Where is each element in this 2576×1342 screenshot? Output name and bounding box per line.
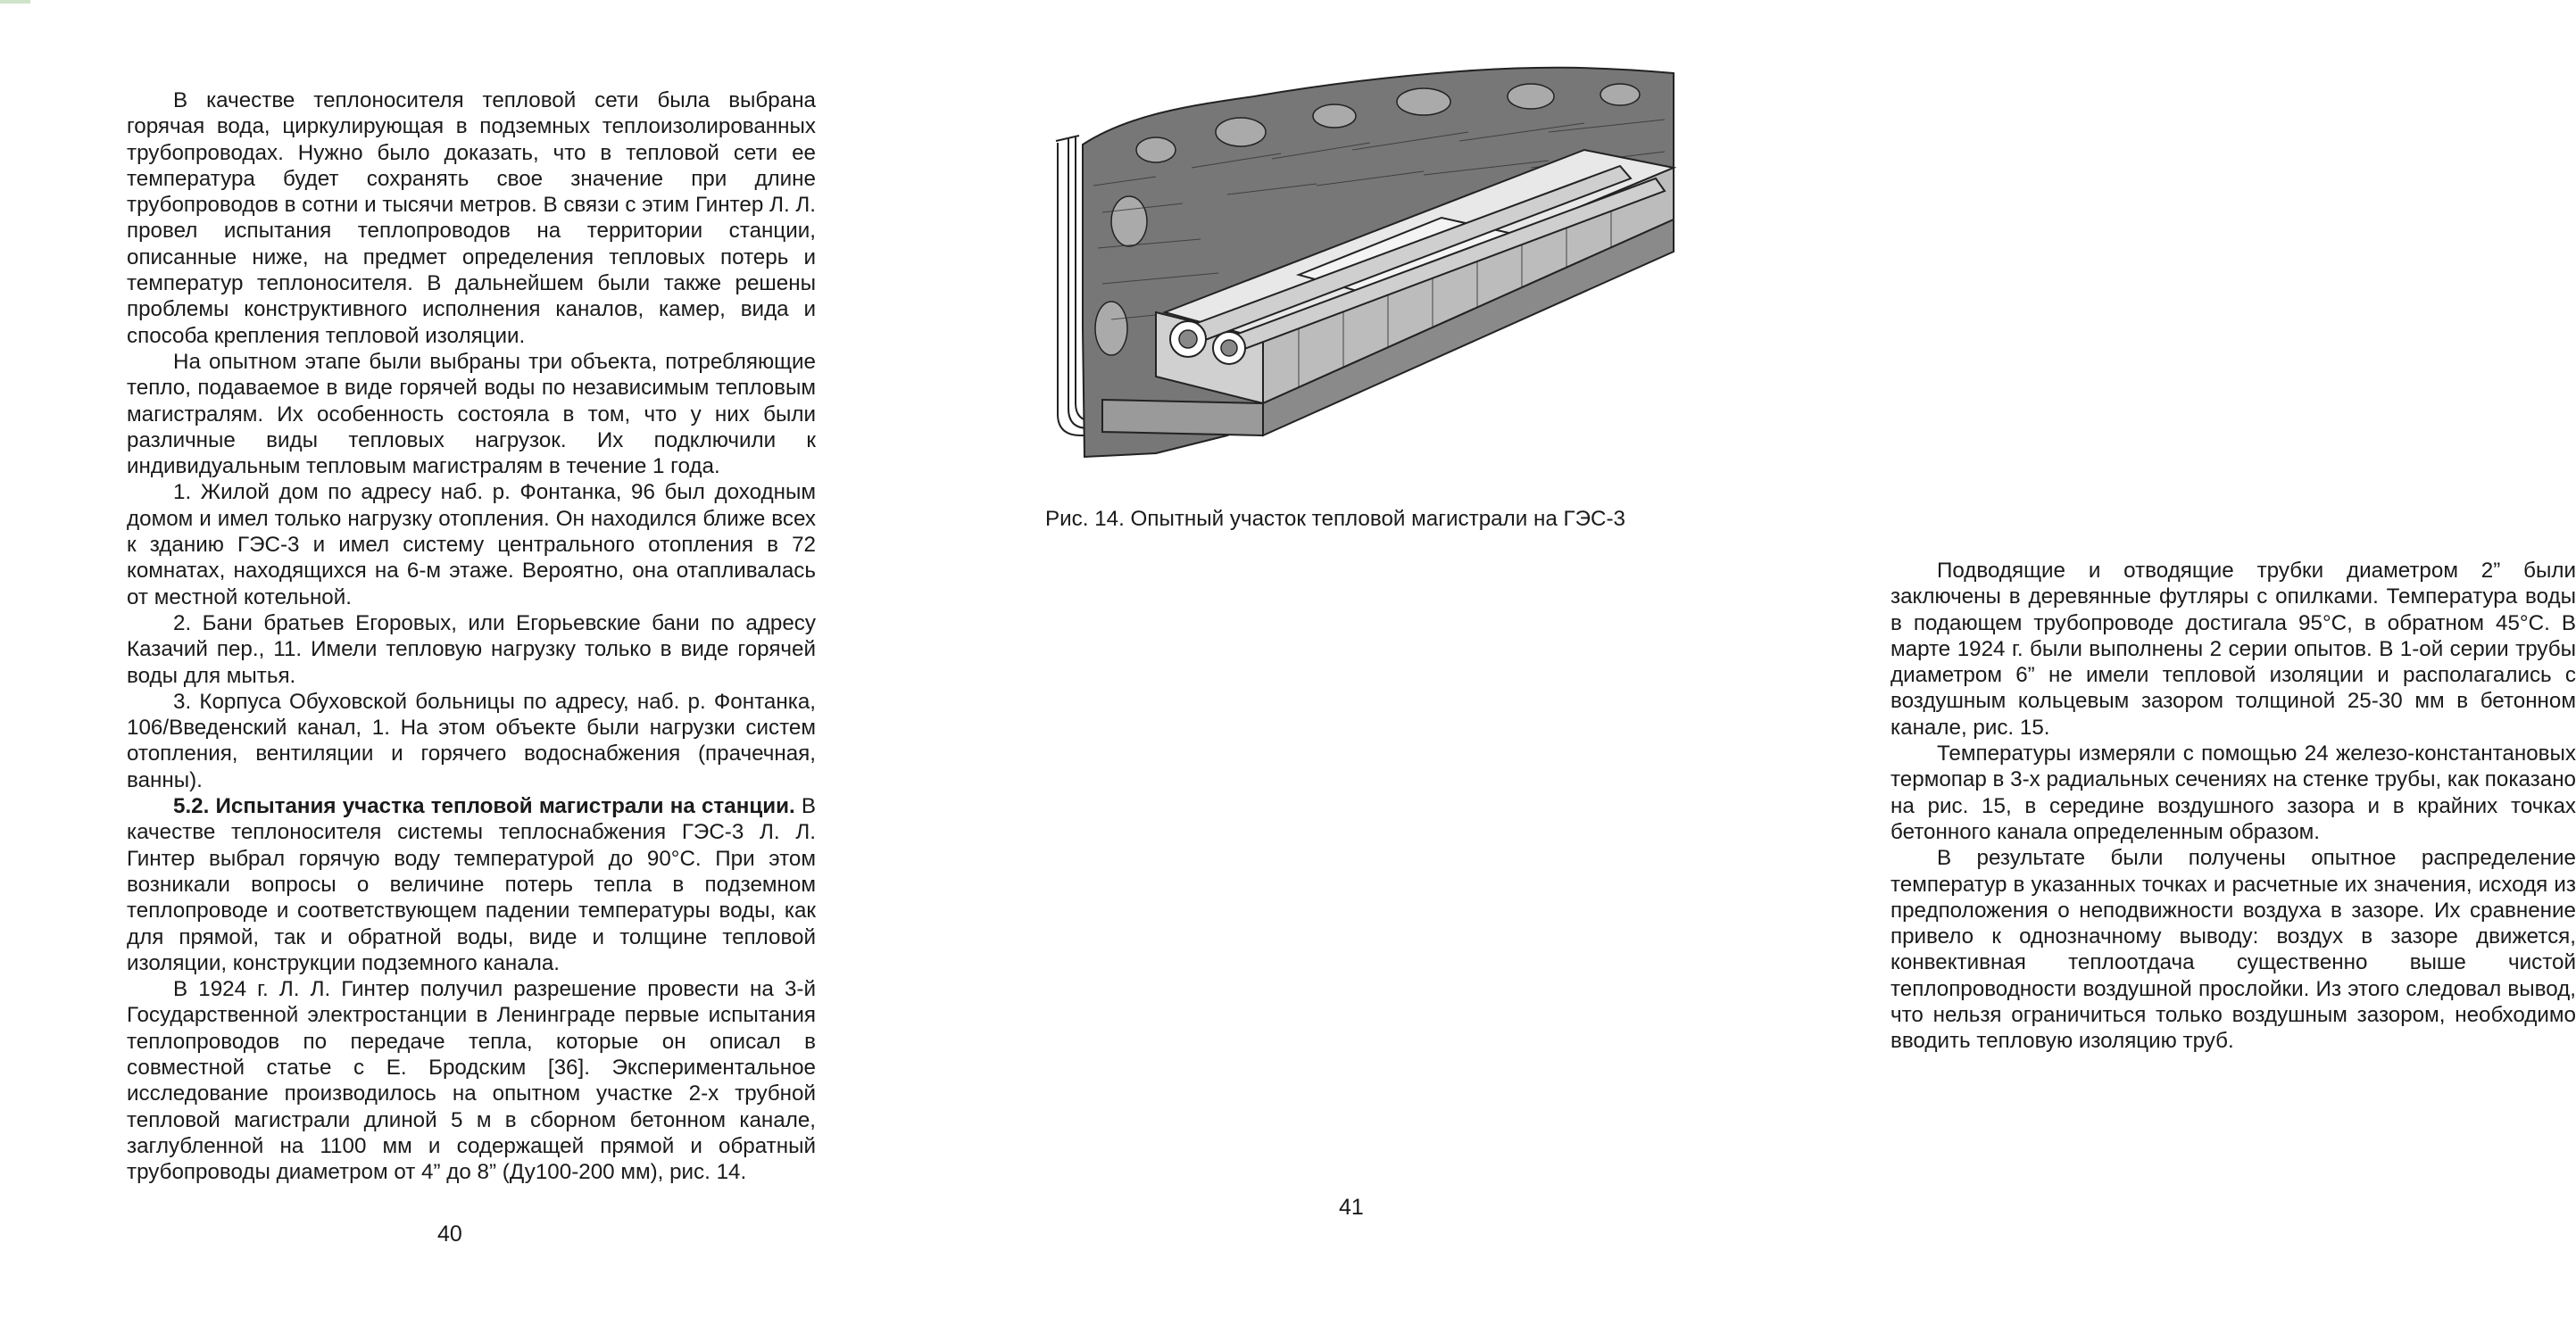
figure-caption: Рис. 14. Опытный участок тепловой магистрали на ГЭС-3 bbox=[1045, 507, 1625, 531]
paragraph: 2. Бани братьев Егоровых, или Егорьевские бани по адресу Казачий пер., 11. Имели тепловую нагрузку только в виде горячей воды для мытья. bbox=[127, 610, 816, 688]
paragraph: В 1924 г. Л. Л. Гинтер получил разрешение провести на 3-й Государственной электростанции в Ленинграде первые испытания теплопроводов по передаче тепла, которые он описал в совместной статье с Е. Бродским [36]. Экспериментальное исследование производилось на опытном участке 2-х трубной тепловой магистрали длиной 5 м в сборном бетонном канале, заглубленной на 1100 мм и содержащей прямой и обратный трубопроводы диаметром от 4” до 8” (Ду100-200 мм), рис. 14. bbox=[127, 977, 816, 1185]
right-page bbox=[893, 0, 2576, 1342]
paragraph: 3. Корпуса Обуховской больницы по адресу, наб. р. Фонтанка, 106/Введенский канал, 1. На этом объекте были нагрузки систем отопления, вентиляции и горячего водоснабжения (прачечная, ванны). bbox=[127, 689, 816, 792]
right-page-text bbox=[1890, 558, 2576, 1055]
page-number: 41 bbox=[1339, 1195, 1364, 1220]
scan-corner-mark bbox=[0, 0, 30, 4]
paragraph: Подводящие и отводящие трубки диаметром 2” были заключены в деревянные футляры с опилками. Температура воды в подающем трубопроводе достигала 95°С, в обратном 45°С. В марте 1924 г. были выполнены 2 серии опытов. В 1-ой серии трубы диаметром 6” не имели тепловой изоляции и располагались с воздушным кольцевым зазором толщиной 25-30 мм в бетонном канале, рис. 15. bbox=[1890, 559, 2576, 740]
paragraph: В результате были получены опытное распределение температур в указанных точках и расчетные их значения, исходя из предположения о неподвижности воздуха в зазоре. Их сравнение привело к однозначному выводу: воздух в зазоре движется, конвективная теплоотдача существенно выше чистой теплопроводности воздушной прослойки. Из этого следовал вывод, что нельзя ограничиться только воздушным зазором, необходимо вводить тепловую изоляцию труб. bbox=[1890, 846, 2576, 1054]
paragraph: 1. Жилой дом по адресу наб. р. Фонтанка, 96 был доходным домом и имел только нагрузку отопления. Он находился ближе всех к зданию ГЭС-3 и имел систему центрального отопления в 72 комнатах, находящихся на 6-м этаже. Вероятно, она отапливалась от местной котельной. bbox=[127, 480, 816, 609]
paragraph: На опытном этапе были выбраны три объекта, потребляющие тепло, подаваемое в виде горячей воды по независимым тепловым магистралям. Их особенность состояла в том, что у них были различные виды тепловых нагрузок. Их подключили к индивидуальным тепловым магистралям в течение 1 года. bbox=[127, 349, 816, 479]
base-slab bbox=[1102, 400, 1263, 435]
section-paragraph bbox=[127, 793, 816, 976]
figure-heat-main-illustration bbox=[1049, 61, 1674, 457]
section-paragraph-text: В качестве теплоносителя системы теплоснабжения ГЭС-3 Л. Л. Гинтер выбрал горячую воду температурой до 90°С. При этом возникали вопросы о величине потерь тепла в подземном теплопроводе и соответствующем падении температуры воды, как для прямой, так и обратной воды, виде и толщине тепловой изоляции, конструкции подземного канала. bbox=[127, 794, 816, 975]
paragraph: Температуры измеряли с помощью 24 железо-константановых термопар в 3-х радиальных сечениях на стенке трубы, как показано на рис. 15, в середине воздушного зазора и в крайних точках бетонного канала определенным образом. bbox=[1890, 741, 2576, 844]
left-page bbox=[0, 0, 893, 1342]
left-page-text bbox=[127, 87, 816, 1185]
paragraph: В качестве теплоносителя тепловой сети была выбрана горячая вода, циркулирующая в подземных теплоизолированных трубопроводах. Нужно было доказать, что в тепловой сети ее температура будет сохранять свое значение при длине трубопроводов в сотни и тысячи метров. В связи с этим Гинтер Л. Л. провел испытания теплопроводов на территории станции, описанные ниже, на предмет определения тепловых потерь и температур теплоносителя. В дальнейшем были также решены проблемы конструктивного исполнения каналов, камер, вида и способа крепления тепловой изоляции. bbox=[127, 88, 816, 348]
section-heading: 5.2. Испытания участка тепловой магистрали на станции. bbox=[173, 794, 795, 819]
page-number: 40 bbox=[437, 1222, 462, 1247]
